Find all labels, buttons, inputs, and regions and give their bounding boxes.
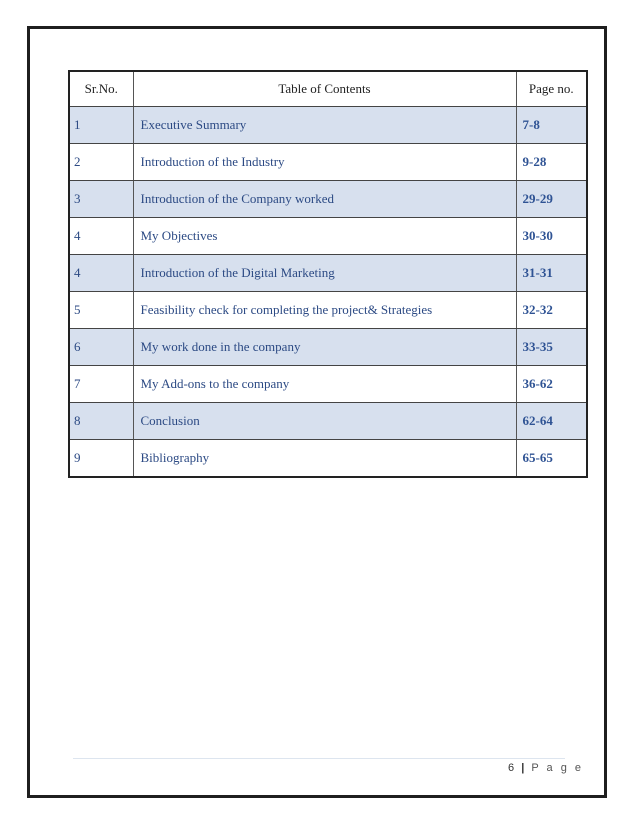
row-title: Introduction of the Digital Marketing: [133, 255, 516, 292]
row-pages: 33-35: [516, 329, 587, 366]
row-sr-no: 4: [69, 218, 133, 255]
header-table-of-contents: Table of Contents: [133, 71, 516, 107]
table-row: [69, 366, 587, 403]
row-sr-no: 4: [69, 255, 133, 292]
row-pages: 65-65: [516, 440, 587, 478]
row-pages: 9-28: [516, 144, 587, 181]
row-title: Feasibility check for completing the project& Strategies: [133, 292, 516, 329]
page-footer: [508, 762, 584, 774]
row-title: Introduction of the Company worked: [133, 181, 516, 218]
row-pages: 32-32: [516, 292, 587, 329]
row-pages: 7-8: [516, 107, 587, 144]
row-title: Executive Summary: [133, 107, 516, 144]
row-sr-no: 5: [69, 292, 133, 329]
row-title: My Add-ons to the company: [133, 366, 516, 403]
table-row: [69, 181, 587, 218]
row-sr-no: 6: [69, 329, 133, 366]
row-title: Conclusion: [133, 403, 516, 440]
header-sr-no: Sr.No.: [69, 71, 133, 107]
row-sr-no: 9: [69, 440, 133, 478]
table-of-contents: [68, 70, 588, 478]
row-sr-no: 3: [69, 181, 133, 218]
table-header-row: [69, 71, 587, 107]
row-title: Introduction of the Industry: [133, 144, 516, 181]
row-pages: 62-64: [516, 403, 587, 440]
row-sr-no: 8: [69, 403, 133, 440]
row-title: My work done in the company: [133, 329, 516, 366]
table-row: [69, 440, 587, 478]
table-row: [69, 144, 587, 181]
row-pages: 30-30: [516, 218, 587, 255]
row-pages: 36-62: [516, 366, 587, 403]
table-row: [69, 292, 587, 329]
row-pages: 29-29: [516, 181, 587, 218]
footer-divider: [73, 758, 565, 759]
footer-separator: |: [521, 762, 525, 774]
page-number: 6: [508, 762, 515, 774]
row-sr-no: 2: [69, 144, 133, 181]
table-row: [69, 218, 587, 255]
row-title: My Objectives: [133, 218, 516, 255]
table-row: [69, 329, 587, 366]
table-row: [69, 107, 587, 144]
row-sr-no: 7: [69, 366, 133, 403]
page-word: P a g e: [531, 762, 584, 774]
row-pages: 31-31: [516, 255, 587, 292]
row-title: Bibliography: [133, 440, 516, 478]
table-row: [69, 255, 587, 292]
table-row: [69, 403, 587, 440]
row-sr-no: 1: [69, 107, 133, 144]
header-page-no: Page no.: [516, 71, 587, 107]
